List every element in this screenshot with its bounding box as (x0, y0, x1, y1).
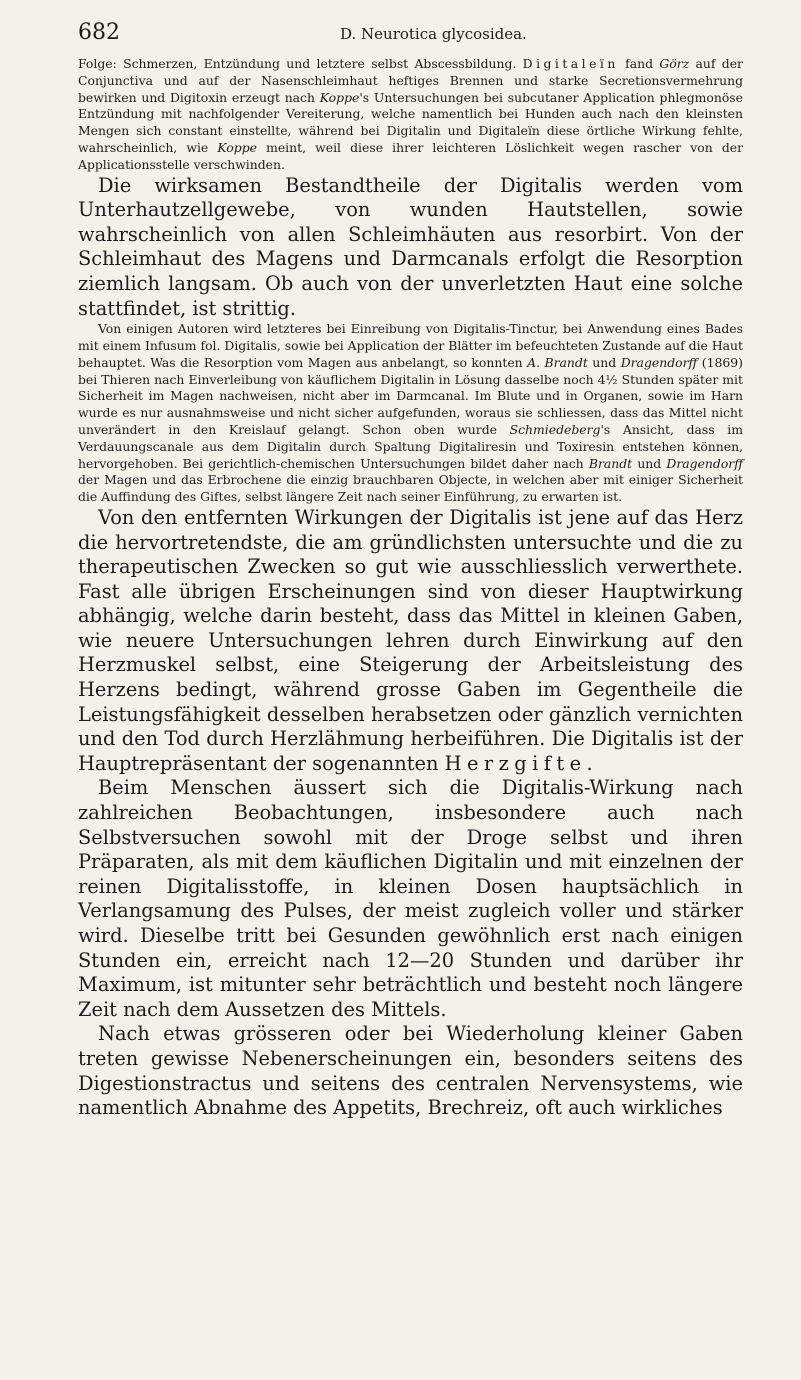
page-number: 682 (78, 20, 120, 45)
paragraph-resorption-notes: Von einigen Autoren wird letzteres bei Einreibung von Digitalis-Tinctur, bei Anwendung eines Bades mit einem Infusum fol. Digitalis, sowie bei Application der Blätter im befeuchteten Zustande auf die Haut behauptet. Was die Resorption vom Magen aus anbelangt, so konnten A. Brandt und Dragendorff (1869) bei Thieren nach Einverleibung von käuflichem Digitalin in Lösung dasselbe noch 4½ Stunden später mit Sicherheit im Magen nachweisen, nicht aber im Darmcanal. Im Blute und in Organen, sowie im Harn wurde es nur ausnahmsweise und nicht sicher aufgefunden, woraus sie schliessen, dass das Mittel nicht unverändert in den Kreislauf gelangt. Schon oben wurde Schmiedeberg's Ansicht, dass im Verdauungscanale aus dem Digitalin durch Spaltung Digitaliresin und Toxiresin entstehen können, hervorgehoben. Bei gerichtlich-chemischen Untersuchungen bildet daher nach Brandt und Dragendorff der Magen und das Erbrochene die einzig brauchbaren Objecte, in welchen aber mit einiger Sicherheit die Auffindung des Giftes, selbst längere Zeit nach seiner Einführung, zu erwarten ist. (78, 321, 744, 505)
running-head: D. Neurotica glycosidea. (340, 25, 527, 43)
page-header (78, 20, 743, 56)
book-page (78, 20, 743, 1121)
paragraph-human-effects: Beim Menschen äussert sich die Digitalis-Wirkung nach zahlreichen Beobachtungen, insbesondere auch nach Selbstversuchen sowohl mit der Droge selbst und ihren Präparaten, als mit dem käuflichen Digitalin und mit einzelnen der reinen Digitalisstoffe, in kleinen Dosen hauptsächlich in Verlangsamung des Pulses, der meist zugleich voller und stärker wird. Dieselbe tritt bei Gesunden gewöhnlich erst nach einigen Stunden ein, erreicht nach 12—20 Stunden und darüber ihr Maximum, ist mitunter sehr beträchtlich und besteht noch längere Zeit nach dem Aussetzen des Mittels. (78, 776, 743, 1021)
paragraph-resorption: Die wirksamen Bestandtheile der Digitalis werden vom Unterhautzellgewebe, von wunden Hautstellen, sowie wahrscheinlich von allen Schleimhäuten aus resorbirt. Von der Schleimhaut des Magens und Darmcanals erfolgt die Resorption ziemlich langsam. Ob auch von der unverletzten Haut eine solche stattfindet, ist strittig. (78, 173, 743, 320)
paragraph-effects-local: Folge: Schmerzen, Entzündung und letztere selbst Abscessbildung. Digitaleïn fand Görz auf der Conjunctiva und auf der Nasenschleimhaut heftiges Brennen und starke Secretionsvermehrung bewirken und Digitoxin erzeugt nach Koppe's Untersuchungen bei subcutaner Application phlegmonöse Entzündung mit nachfolgender Vereiterung, welche namentlich bei Hunden auch nach den kleinsten Mengen sich constant einstellte, während bei Digitalin und Digitaleïn diese örtliche Wirkung fehlte, wahrscheinlich, wie Koppe meint, weil diese ihrer leichteren Löslichkeit wegen rascher von der Applicationsstelle verschwinden. (78, 56, 744, 172)
paragraph-heart-effects: Von den entfernten Wirkungen der Digitalis ist jene auf das Herz die hervortretendste, die am gründlichsten untersuchte und die zu therapeutischen Zwecken so gut wie ausschliesslich verwerthete. Fast alle übrigen Erscheinungen sind von dieser Hauptwirkung abhängig, welche darin besteht, dass das Mittel in kleinen Gaben, wie neuere Untersuchungen lehren durch Einwirkung auf den Herzmuskel selbst, eine Steigerung der Arbeitsleistung des Herzens bedingt, während grosse Gaben im Gegentheile die Leistungsfähigkeit desselben herabsetzen oder gänzlich vernichten und den Tod durch Herzlähmung herbeiführen. Die Digitalis ist der Hauptrepräsentant der sogenannten Herzgifte. (78, 505, 743, 775)
paragraph-side-effects: Nach etwas grösseren oder bei Wiederholung kleiner Gaben treten gewisse Nebenerscheinungen ein, besonders seitens des Digestionstractus und seitens des centralen Nervensystems, wie namentlich Abnahme des Appetits, Brechreiz, oft auch wirkliches (78, 1022, 743, 1120)
